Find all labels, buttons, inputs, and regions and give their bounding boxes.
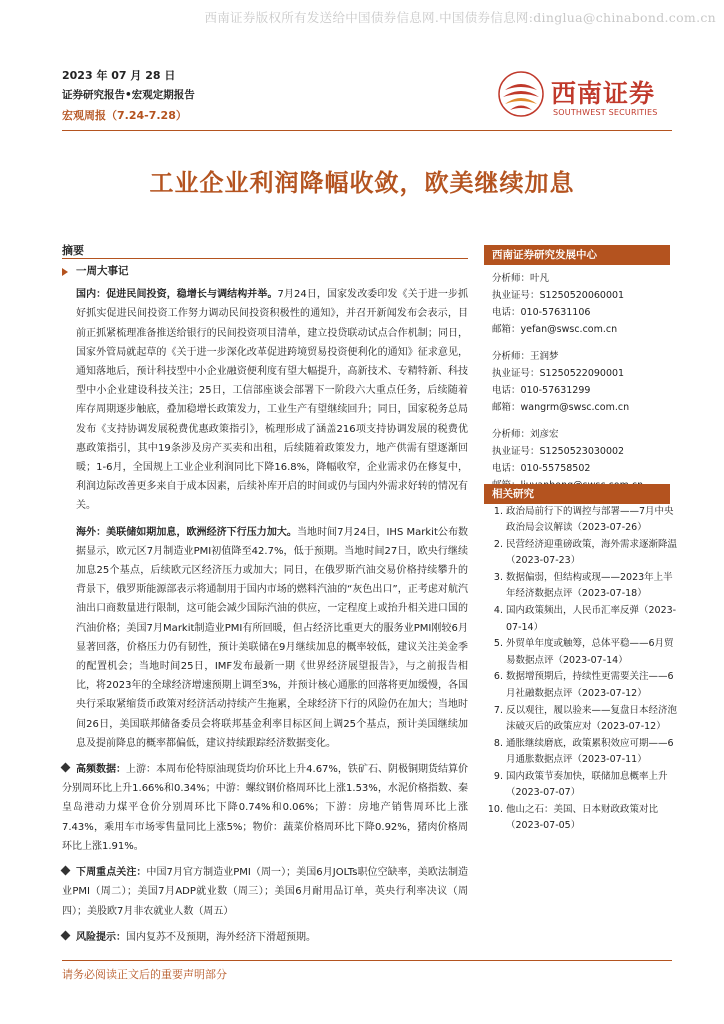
logo-emblem-icon	[497, 70, 545, 118]
report-date: 2023 年 07 月 28 日	[62, 69, 176, 82]
analyst-phone: 电话：010-57631299	[492, 385, 591, 396]
risk-paragraph	[62, 928, 468, 947]
analyst-cert: 执业证号：S1250522090001	[492, 368, 625, 379]
related-research-header: 相关研究	[484, 484, 670, 504]
page-title: 工业企业利润降幅收敛，欧美继续加息	[149, 169, 575, 197]
analyst-name: 分析师：王润梦	[492, 351, 559, 362]
analyst-phone: 电话：010-57631106	[492, 307, 591, 318]
analyst-email[interactable]: 邮箱：wangrm@swsc.com.cn	[492, 402, 630, 413]
analyst-phone: 电话：010-55758502	[492, 463, 591, 474]
abstract-heading: 摘要	[62, 244, 84, 257]
analyst-card	[492, 270, 672, 338]
logo-en-text: SOUTHWEST SECURITIES	[553, 108, 658, 117]
domestic-paragraph	[62, 285, 468, 515]
related-research-item[interactable]: 4. 国内政策频出，人民币汇率反弹（2023-07-14）	[506, 603, 678, 636]
related-research-item[interactable]: 7. 反以观往，履以验来——复盘日本经济泡沫破灭后的政策应对（2023-07-12）	[506, 703, 678, 736]
analyst-cert: 执业证号：S1250523030002	[492, 446, 625, 457]
header-divider	[62, 130, 672, 131]
related-research-item[interactable]: 2. 民营经济迎重磅政策，海外需求逐渐降温（2023-07-23）	[506, 537, 678, 570]
next-text: 中国7月官方制造业PMI（周一）；美国6月JOLTs职位空缺率，美欧法制造业PMI（周二）；美国7月ADP就业数（周三）；美国6月耐用品订单，英央行利率决议（周四）；美股欧7月非农就业人数（周五）	[62, 867, 468, 917]
analyst-email[interactable]: 邮箱：yefan@swsc.com.cn	[492, 324, 618, 335]
analyst-card	[492, 348, 672, 416]
section-week-events	[62, 262, 468, 281]
logo-cn-text: 西南证券	[551, 79, 656, 108]
diamond-bullet-icon	[61, 866, 71, 876]
related-research-item[interactable]: 1. 政治局前行下的调控与部署——7月中央政治局会议解读（2023-07-26）	[506, 504, 678, 537]
report-subtitle: 宏观周报（7.24-7.28）	[62, 109, 187, 122]
footer-divider	[62, 960, 672, 961]
abstract-body	[62, 262, 468, 954]
related-research-list	[492, 504, 678, 835]
related-research-item[interactable]: 10. 他山之石：美国、日本财政政策对比（2023-07-05）	[506, 802, 678, 835]
hf-lead: 高频数据：	[76, 764, 127, 776]
related-research-item[interactable]: 9. 国内政策节奏加快，联储加息概率上升（2023-07-07）	[506, 769, 678, 802]
overseas-lead: 海外：美联储如期加息，欧洲经济下行压力加大。	[76, 526, 297, 538]
risk-text: 国内复苏不及预期，海外经济下滑超预期。	[126, 931, 316, 943]
next-week-paragraph	[62, 863, 468, 921]
related-research-item[interactable]: 6. 数据增预期后，持续性更需要关注——6月社融数据点评（2023-07-12）	[506, 669, 678, 702]
research-center-header: 西南证券研究发展中心	[484, 245, 670, 265]
overseas-paragraph	[62, 523, 468, 753]
triangle-bullet-icon	[62, 268, 68, 276]
report-type: 证券研究报告•宏观定期报告	[62, 89, 195, 101]
related-research-item[interactable]: 5. 外贸单年度或触筹，总体平稳——6月贸易数据点评（2023-07-14）	[506, 636, 678, 669]
analyst-name: 分析师：叶凡	[492, 273, 550, 284]
diamond-bullet-icon	[61, 930, 71, 940]
diamond-bullet-icon	[61, 763, 71, 773]
domestic-text: 7月24日，国家发改委印发《关于进一步抓好抓实促进民间投资工作努力调动民间投资积极性的通知》，并召开新闻发布会表示，目前正抓紧梳理准备推送给银行的民间投资项目清单，建立投贷联动试点合作机制；同日，国家外管局就起草的《关于进一步深化改革促进跨境贸易投资便利化的通知》征求意见，通知落地后，预计科技型中小企业融资便利度有望大幅提升，高新技术、专精特新、科技型中小企业建设科技关注；25日，工信部座谈会部署下一阶段六大重点任务，后续随着库存周期逐步触底，叠加稳增长政策发力，工业生产有望继续回升；同日，国家税务总局发布《支持协调发展税费优惠政策指引》，梳理形成了涵盖216项支持协调发展的税费优惠政策指引，其中19条涉及房产买卖和出租，后续随着政策发力，地产供需有望逐渐回暖；1-6月，全国规上工业企业利润同比下降16.8%，降幅收窄，企业需求仍在修复中，利润边际改善更多来自于成本因素，后续补库开启的时间或仍与国内外需求好转的情况有关。	[76, 289, 468, 512]
section-week-events-title: 一周大事记	[76, 265, 129, 277]
footer-disclaimer: 请务必阅读正文后的重要声明部分	[62, 968, 227, 981]
domestic-lead: 国内：促进民间投资，稳增长与调结构并举。	[76, 289, 278, 301]
hf-text: 上游：本周布伦特原油现货均价环比上升4.67%，铁矿石、阴极铜期货结算价分别周环比上升1.66%和0.34%；中游：螺纹钢价格周环比上涨1.53%，水泥价格指数、秦皇岛港动力煤平仓价分别周环比下降0.74%和0.06%；下游：房地产销售周环比上涨7.43%，乘用车市场零售量同比上涨5%；物价：蔬菜价格周环比下降0.92%，猪肉价格周环比上涨1.91%。	[62, 764, 468, 852]
next-lead: 下周重点关注：	[76, 867, 147, 879]
analyst-cert: 执业证号：S1250520060001	[492, 290, 625, 301]
analyst-list	[492, 270, 672, 504]
risk-lead: 风险提示：	[76, 931, 126, 943]
analyst-name: 分析师：刘彦宏	[492, 429, 559, 440]
abstract-divider	[62, 258, 468, 259]
watermark: 西南证券版权所有发送给中国债券信息网.中国债券信息网:dinglua@chinabond.com.cn	[204, 10, 716, 25]
company-logo	[497, 70, 677, 122]
overseas-text: 当地时间7月24日，IHS Markit公布数据显示，欧元区7月制造业PMI初值降至42.7%，低于预期。当地时间27日，欧央行继续加息25个基点，后续欧元区经济压力或加大；同日，在俄罗斯汽油交易价格持续攀升的背景下，俄罗斯能源部表示将通制用于国内市场的燃料汽油的“灰色出口”，正考虑对航汽油出口商数量进行限制，这可能会减少国际汽油的供应，一定程度上或抬升相关进口国的汽油价格；美国7月Markit制造业PMI有所回暖，但占经济比重更大的服务业PMI刚较6月显著回落，价格压力仍有韧性，预计美联储在9月继续加息的概率较低，建议关注美金季的配置机会；当地时间25日，IMF发布最新一期《世界经济展望报告》，与之前报告相比，将2023年的全球经济增速预期上调至3%，并预计核心通胀的回落将更加缓慢，各国央行采取紧缩货币政策对经济活动持续产生拖累，全球经济下行的风险仍在加大；当地时间26日，美国联邦储备委员会将联邦基金利率目标区间上调25个基点，预计美国继续加息及提前降息的概率都偏低，建议持续跟踪经济数据变化。	[76, 526, 468, 749]
related-research-item[interactable]: 3. 数据偏弱，但结构或现——2023年上半年经济数据点评（2023-07-18）	[506, 570, 678, 603]
high-frequency-paragraph	[62, 760, 468, 856]
related-research-item[interactable]: 8. 通胀继续磨底，政策累积效应可期——6月通胀数据点评（2023-07-11）	[506, 736, 678, 769]
